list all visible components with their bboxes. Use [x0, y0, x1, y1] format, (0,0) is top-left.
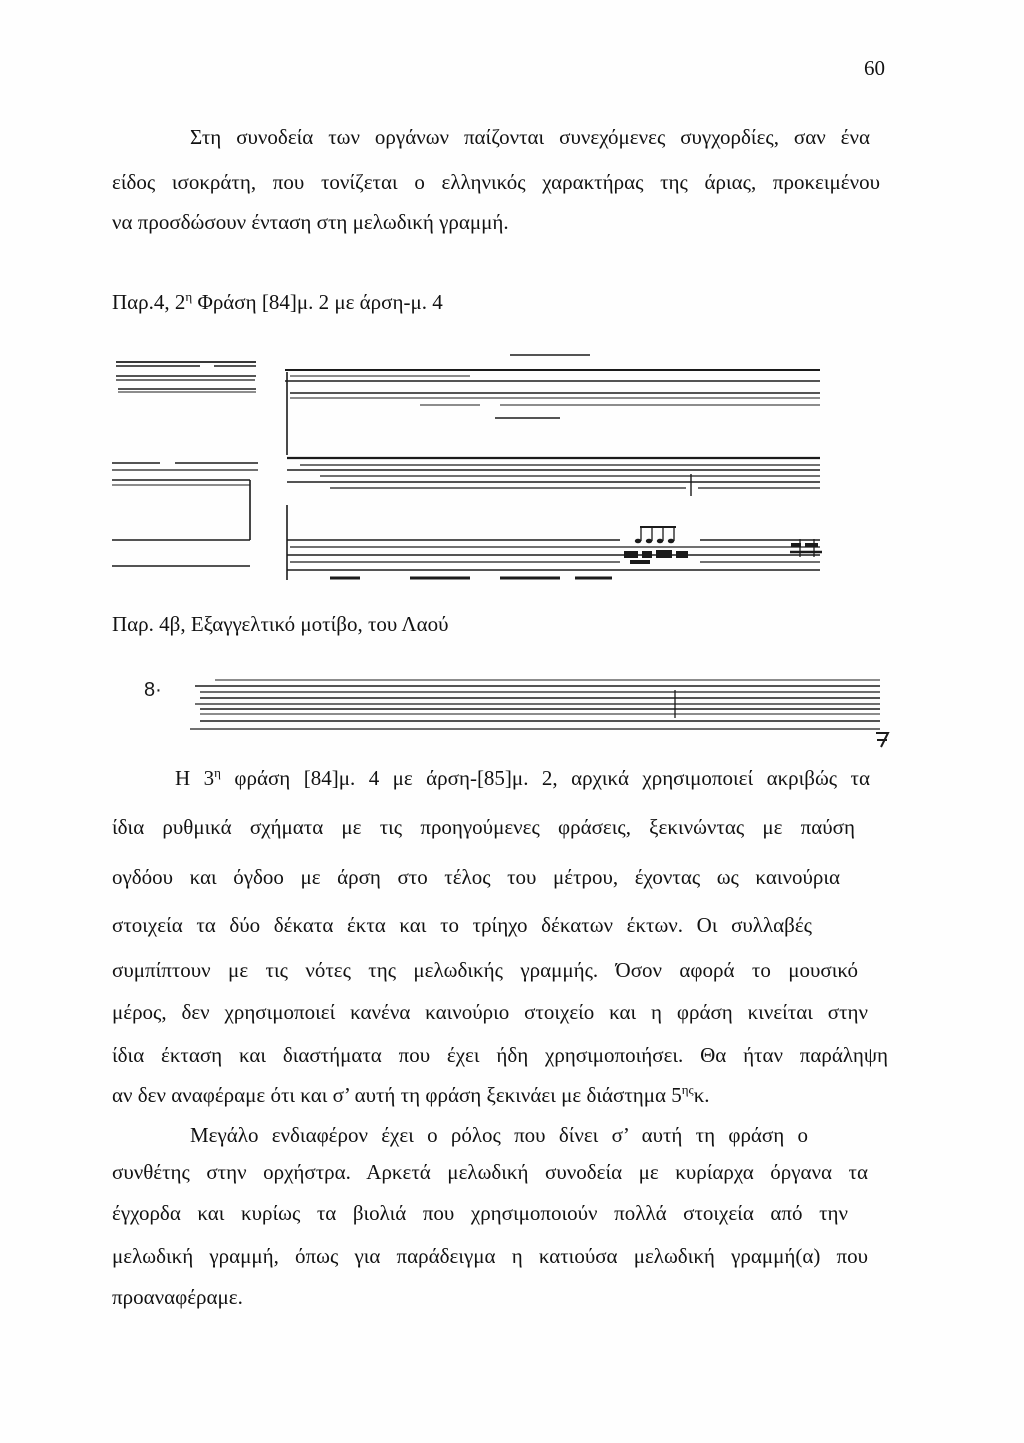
staff-lines	[190, 680, 880, 729]
music-example-4b	[180, 670, 900, 750]
paragraph-3-line-3: έγχορδα και κυρίως τα βιολιά που χρησιμοποιούν πολλά στοιχεία από την	[112, 1201, 848, 1225]
right-staff-system-middle	[287, 458, 820, 496]
paragraph-3-line-2: συνθέτης στην ορχήστρα. Αρκετά μελωδική συνοδεία με κυρίαρχα όργανα τα	[112, 1160, 868, 1184]
paragraph-2-line-2: ίδια ρυθμικά σχήματα με τις προηγούμενες φράσεις, ξεκινώντας με παύση	[112, 815, 855, 839]
paragraph-3-line-1: Μεγάλο ενδιαφέρον έχει ο ρόλος που δίνει σ’ αυτή τη φράση ο	[190, 1123, 808, 1147]
paragraph-2-line-8-text: αν δεν αναφέραμε ότι και σ’ αυτή τη φράση ξεκινάει με διάστημα 5	[112, 1083, 682, 1107]
page-number: 60	[864, 56, 885, 80]
rest-symbol	[876, 733, 888, 747]
paragraph-2-line-1-rest: φράση [84]μ. 4 με άρση-[85]μ. 2, αρχικά χρησιμοποιεί ακριβώς τα	[220, 766, 871, 790]
right-staff-system-bottom	[287, 505, 820, 580]
paragraph-2-line-1-ordinal: η	[214, 765, 221, 780]
example-4-caption-rest: Φράση [84]μ. 2 με άρση-μ. 4	[192, 290, 443, 314]
paragraph-1-line-1: Στη συνοδεία των οργάνων παίζονται συνεχόμενες συγχορδίες, σαν ένα	[190, 125, 870, 149]
paragraph-2-line-1	[175, 765, 870, 791]
paragraph-2-line-8	[112, 1082, 710, 1108]
example-4-caption-text: Παρ.4, 2	[112, 290, 186, 314]
example-4b-caption: Παρ. 4β, Εξαγγελτικό μοτίβο, του Λαού	[112, 612, 449, 636]
example-4-caption-ordinal: η	[185, 289, 193, 304]
music-example-4	[100, 340, 840, 600]
paragraph-2-line-5: συμπίπτουν με τις νότες της μελωδικής γραμμής. Όσον αφορά το μουσικό	[112, 958, 858, 982]
paragraph-2-line-3: ογδόου και όγδοο με άρση στο τέλος του μέτρου, έχοντας ως καινούρια	[112, 865, 840, 889]
example-4-caption	[112, 289, 443, 315]
paragraph-1-line-2: είδος ισοκράτη, που τονίζεται ο ελληνικός χαρακτήρας της άριας, προκειμένου	[112, 170, 880, 194]
paragraph-2-line-7: ίδια έκταση και διαστήματα που έχει ήδη χρησιμοποιήσει. Θα ήταν παράληψη	[112, 1043, 888, 1067]
paragraph-1-line-3: να προσδώσουν ένταση στη μελωδική γραμμή.	[112, 210, 509, 234]
paragraph-3-line-5: προαναφέραμε.	[112, 1285, 243, 1309]
left-staff-system	[112, 362, 258, 566]
paragraph-3-line-4: μελωδική γραμμή, όπως για παράδειγμα η κατιούσα μελωδική γραμμή(α) που	[112, 1244, 868, 1268]
octave-clef-label: 8·	[144, 679, 162, 701]
paragraph-2-line-4: στοιχεία τα δύο δέκατα έκτα και το τρίηχο δέκατων έκτων. Οι συλλαβές	[112, 913, 812, 937]
paragraph-2-line-8-ordinal: ης	[681, 1082, 694, 1097]
note-cluster	[624, 527, 688, 564]
paragraph-2-line-1-text: Η 3	[175, 766, 215, 790]
right-staff-system-top	[285, 355, 820, 455]
paragraph-2-line-6: μέρος, δεν χρησιμοποιεί κανένα καινούριο στοιχείο και η φράση κινείται στην	[112, 1000, 868, 1024]
paragraph-2-line-8-rest: κ.	[693, 1083, 710, 1107]
